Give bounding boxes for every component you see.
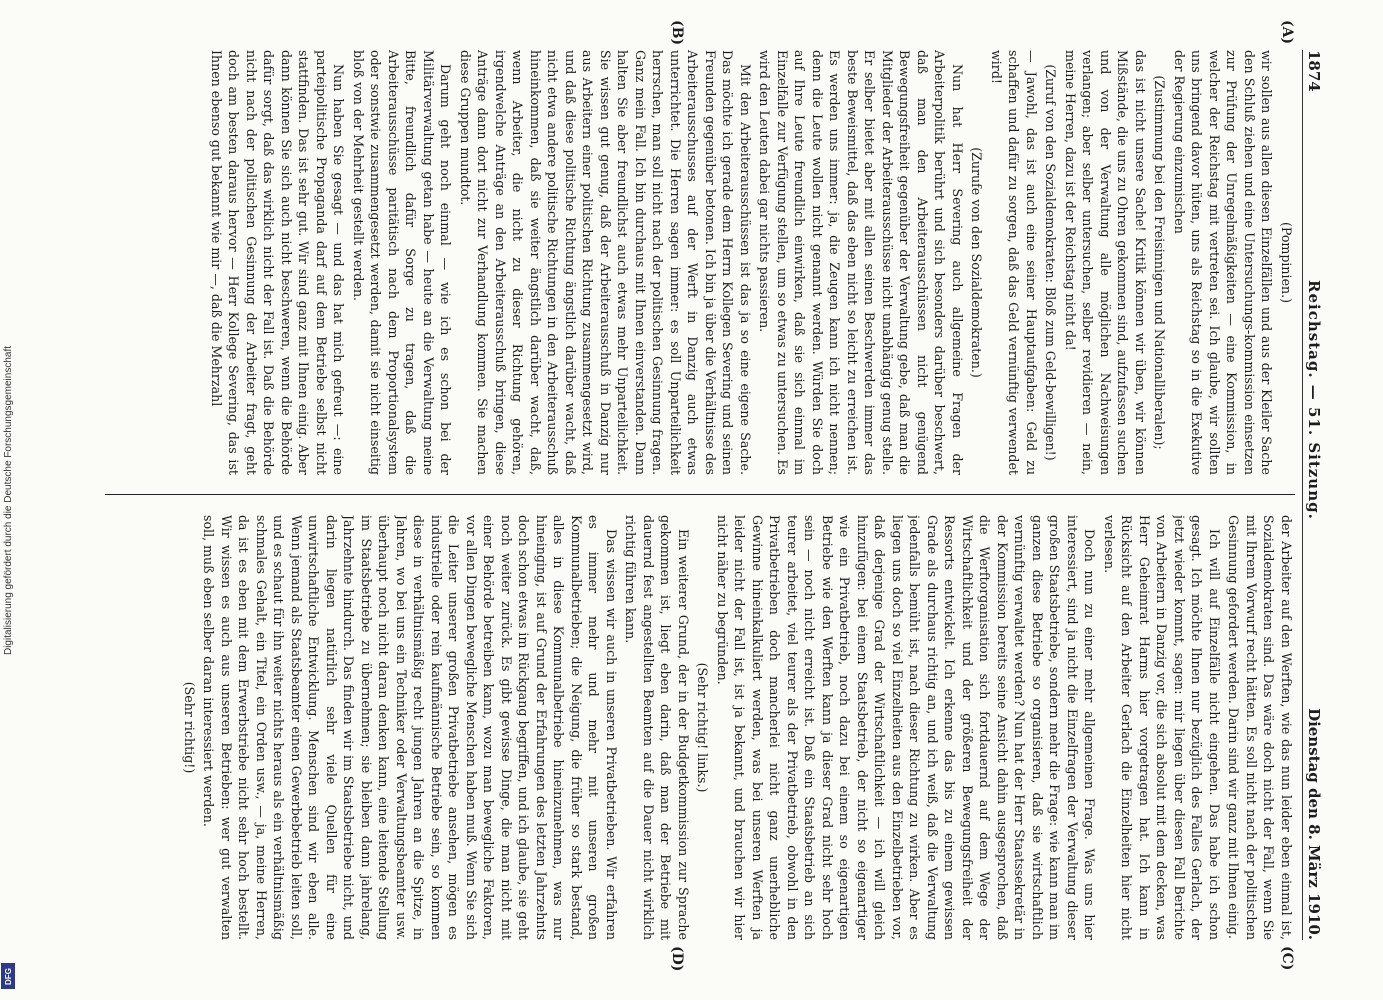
left-column: [105, 50, 1295, 475]
left-column-paragraph: Darum geht noch einmal — wie ich es schon bei der Militärverwaltung getan habe — heute an die Verwaltung meine Bitte, freundlich dafür Sorge zu tragen, daß die Arbeiterausschüsse paritätisch nach dem Proportionalsystem oder sonstwie zusammengesetzt werden, damit sie nicht einseitig bloß von der Mehrheit gestellt werden.: [351, 50, 454, 475]
margin-letter-a: (A): [1279, 20, 1295, 45]
page-number: 1874: [1305, 50, 1323, 92]
left-column-paragraph: (Zurufe von den Sozialdemokraten.): [969, 147, 985, 378]
left-column-paragraph: Nun hat Herr Severing auch allgemeine Fragen der Arbeiterpolitik berührt und sich besonders darüber beschwert, daß man den Arbeiterausschüssen nicht genügend Bewegungsfreiheit gegenüber der Verwaltung gebe, daß man die Mitglieder der Arbeiterausschüsse nicht unabhängig genug stelle. Er selber bietet aber mit allen seinen Beschwerden immer das beste Beweismittel, daß das eben nicht so leicht zu erreichen ist. Es werden uns immer: ja, die Zeugen kann ich nicht nennen; denn die Leute wollen nicht genannt werden. Würden Sie doch auf Ihre Leute freundlich einwirken, daß sie sich einmal im Einzelfalle zur Verfügung stellen, um so etwas zu untersuchen. Es wird den Leuten dabei gar nichts passieren.: [757, 50, 965, 475]
left-column-paragraph: wir sollen aus allen diesen Einzelfällen und aus der Kleiler Sache den Schluß ziehen und eine Untersuchungs-kommission einsetzen zur Prüfung der Unregelmäßigkeiten — eine Kommission, in welcher der Reichstag mit vertreten sei. Ich glaube, wir sollten uns bringend davor hüten, uns als Reichstag so in die Exekutive der Regierung einzumischen: [1172, 50, 1275, 475]
left-column-paragraph: (Zuruf von den Sozialdemokraten: Bloß zum Geld-bewilligen!): [1043, 64, 1059, 461]
right-column-paragraph: (Sehr richtig! links.): [695, 662, 711, 793]
digitization-notice-text: Digitalisierung gefördert durch die Deutsche Forschungsgemeinschaft: [3, 345, 15, 655]
left-column-paragraph: — Jawohl, das ist auch eine seiner Hauptaufgaben: Geld zu schaffen und dafür zu sorgen, daß das Geld vernünftig verwendet wird!: [989, 50, 1039, 475]
session-date: Dienstag den 8. März 1910.: [1305, 708, 1323, 940]
right-column-paragraph: Das wissen wir auch in unseren Privatbetrieben. Wir erfahren es immer mehr und mehr mit unseren großen Kommunalbetrieben; die Neigung, die früher so stark bestand, alles in diese Kommunalbetriebe hineinzunehmen, was nur hineinging, ist auf Grund der Erfahrungen des letzten Jahrzehnts doch schon etwas im Rückgang begriffen, und ich glaube, sie geht noch weiter zurück. Es gibt gewisse Dinge, die man nicht mit einer Behörde betreiben kann, wozu man bewegliche Faktoren, vor allen Dingen bewegliche Menschen haben muß. Wenn Sie sich die Leiter unserer großen Privatbetriebe ansehen, mögen es industrielle oder rein kaufmännische Betriebe sein, so kommen diese in verhältnismäßig recht jungen Jahren an die Spitze, in Jahren, wo bei uns ein Techniker oder Verwaltungsbeamter usw. überhaupt noch nicht daran denken kann, eine leitende Stellung im Staatsbetriebe zu übernehmen; sie bleiben dann jahrelang, Jahrzehnte hindurch. Das finden wir im Staatsbetriebe nicht, und darin liegen natürlich sehr viele Quellen für eine unwirtschaftliche Entwicklung. Menschen sind wir eben alle. Wenn jemand als Staatsbeamter einen Gewerbebetrieb leiten soll, und es schaut für ihn weiter nichts heraus als ein verhältnismäßig schmales Gehalt, ein Titel, ein Orden usw., — ja, meine Herren, da ist es eben mit dem Erwerbstriebe nicht sehr hoch bestellt. Wir wissen es auch aus unseren Betrieben: wer gut verwalten soll, muß eben selber daran interessiert werden.: [201, 515, 619, 940]
running-head: [1302, 50, 1325, 940]
text-columns: [105, 50, 1295, 940]
column-rule: [105, 494, 1295, 495]
left-column-paragraph: Nun haben Sie gesagt — und das hat mich gefreut —: eine parteipolitische Propaganda darf auf dem Betriebe selbst nicht stattfinden. Das ist sehr gut. Wir sind ganz mit Ihnen einig. Aber dann können Sie sich auch nicht beschweren, wenn die Behörde dafür sorgt, daß das wirklich nicht der Fall ist. Daß die Behörde nicht nach der politischen Gesinnung der Arbeiter fragt, geht doch am besten daraus hervor — Herr Kollege Severing, das ist Ihnen ebenso gut bekannt wie mir —, daß die Mehrzahl: [209, 50, 347, 475]
printed-page: [95, 20, 1325, 972]
margin-letter-c: (C): [1279, 946, 1295, 971]
right-column-paragraph: (Sehr richtig!): [182, 681, 197, 774]
dfg-logo-text: DFG: [3, 967, 13, 985]
digitization-notice: [2, 0, 16, 1000]
margin-letter-d: (D): [669, 946, 685, 972]
left-column-paragraph: das ist nicht unsere Sache! Kritik können wir üben, wir können Mißstände, die uns zu Ohren gekommen sind, aufzufassen suchen und von der Verwaltung alle möglichen Nachweisungen verlangen; aber selber untersuchen, selber revidieren — nein, meine Herren, dazu ist der Reichstag nicht da!: [1063, 50, 1148, 475]
right-column-paragraph: Ein weiterer Grund, der in der Budgetkommission zur Sprache gekommen ist, liegt eben darin, daß man der Betriebe mit dauernd fest angestellten Beamten auf die Dauer nicht wirklich richtig führen kann.: [623, 515, 691, 940]
dfg-logo: [1, 963, 15, 989]
right-column: [105, 515, 1295, 940]
right-column-paragraph: Doch nun zu einer mehr allgemeinen Frage. Was uns hier interessiert, sind ja nicht die Einzelfragen der Verwaltung dieser großen Staatsbetriebe, sondern mehr die Frage: wie kann man im ganzen diese Betriebe so organisieren, daß sie wirtschaftlich vernünftig verwaltet werden? Nun hat der Herr Staatssekretär in der Kommission bereits seine Ansicht dahin ausgesprochen, daß die Werftorganisation sich fortdauernd auf dem Wege der Wirtschaftlichkeit und der größeren Bewegungsfreiheit der Ressorts entwickelt. Ich erkenne das bis zu einem gewissen Grade als durchaus richtig an, und ich weiß, daß die Verwaltung jedenfalls bemüht ist, nach dieser Richtung zu wirken. Aber es liegen uns doch so viel Einzelheiten aus den Einzelbetrieben vor, daß derjenige Grad der Wirtschaftlichkeit — ich will gleich hinzufügen: bei einem Staatsbetrieb, der nicht so eigenartiger wie ein Privatbetrieb, noch dazu bei einem so eigenartigen Betriebe wie den Werften kann ja dieser Grad nicht sehr hoch sein — noch nicht erreicht ist. Daß ein Staatsbetrieb an sich teurer arbeitet, viel teurer als der Privatbetrieb, obwohl in den Privatbetrieben doch mancherlei nicht ganz unerhebliche Gewinne hineinkalkuliert werden, was bei unseren Werften ja leider nicht der Fall ist, ist ja bekannt, und brauchen wir hier nicht näher zu begründen.: [715, 515, 1098, 940]
left-column-paragraph: Mit den Arbeiterausschüssen ist das ja so eine eigene Sache. Das möchte ich gerade dem Herrn Kollegen Severing und seinen Freunden gegenüber betonen. Ich bin ja über die Verhältnisse des Arbeiterausschusses auf der Werft in Danzig auch etwas unterrichtet. Die Herren sagen immer: es soll Unparteilichkeit herrschen, man soll nicht nach der politischen Gesinnung fragen. Ganz mein Fall. Ich bin durchaus mit Ihnen einverstanden. Dann halten Sie aber freundlichst auch etwas mehr Unparteilichkeit. Sie wissen gut genug, daß der Arbeiterausschuß in Danzig nur aus Arbeitern einer politischen Richtung zusammengesetzt wird, und daß diese politische Richtung ängstlich darüber wacht, daß nicht etwa andere politische Richtungen in den Arbeiterausschuß hineinkommen, daß sie weiter ängstlich darüber wacht, daß, wenn Arbeiter, die nicht zu dieser Richtung gehören, irgendwelche Anträge an den Arbeiterausschuß bringen, diese Anträge dann dort nicht zur Verhandlung kommen. Sie machen diese Gruppen mundtot.: [458, 50, 753, 475]
margin-letter-b: (B): [669, 20, 685, 46]
right-column-paragraph: der Arbeiter auf den Werften, wie das nun leider eben einmal ist, Sozialdemokraten sind. Das wäre doch nicht der Fall, wenn Sie mit Ihrem Vorwurf recht hätten. Es soll nicht nach der politischen Gesinnung gefordert werden. Darin sind wir ganz mit Ihnen einig.: [1226, 515, 1294, 940]
left-column-paragraph: (Pompinien.): [1279, 221, 1294, 304]
right-column-paragraph: Ich will auf Einzelfälle nicht eingehen. Das habe ich schon gesagt. Ich möchte Ihnen nur bezüglich des Falles Gerlach, der jetzt wieder kommt, sagen: mir liegen über diesen Fall Berichte von Arbeitern in Danzig vor, die sich absolut mit dem decken, was Herr Geheimrat Harms hier vorgetragen hat. Ich kann in Rücksicht auf den Arbeiter Gerlach die Einzelheiten hier nicht verlesen.: [1102, 515, 1222, 940]
running-title: Reichstag. — 51. Sitzung.: [1305, 280, 1323, 520]
left-column-paragraph: (Zustimmung bei den Freisinnigen und Nationalliberalen);: [1152, 75, 1168, 450]
